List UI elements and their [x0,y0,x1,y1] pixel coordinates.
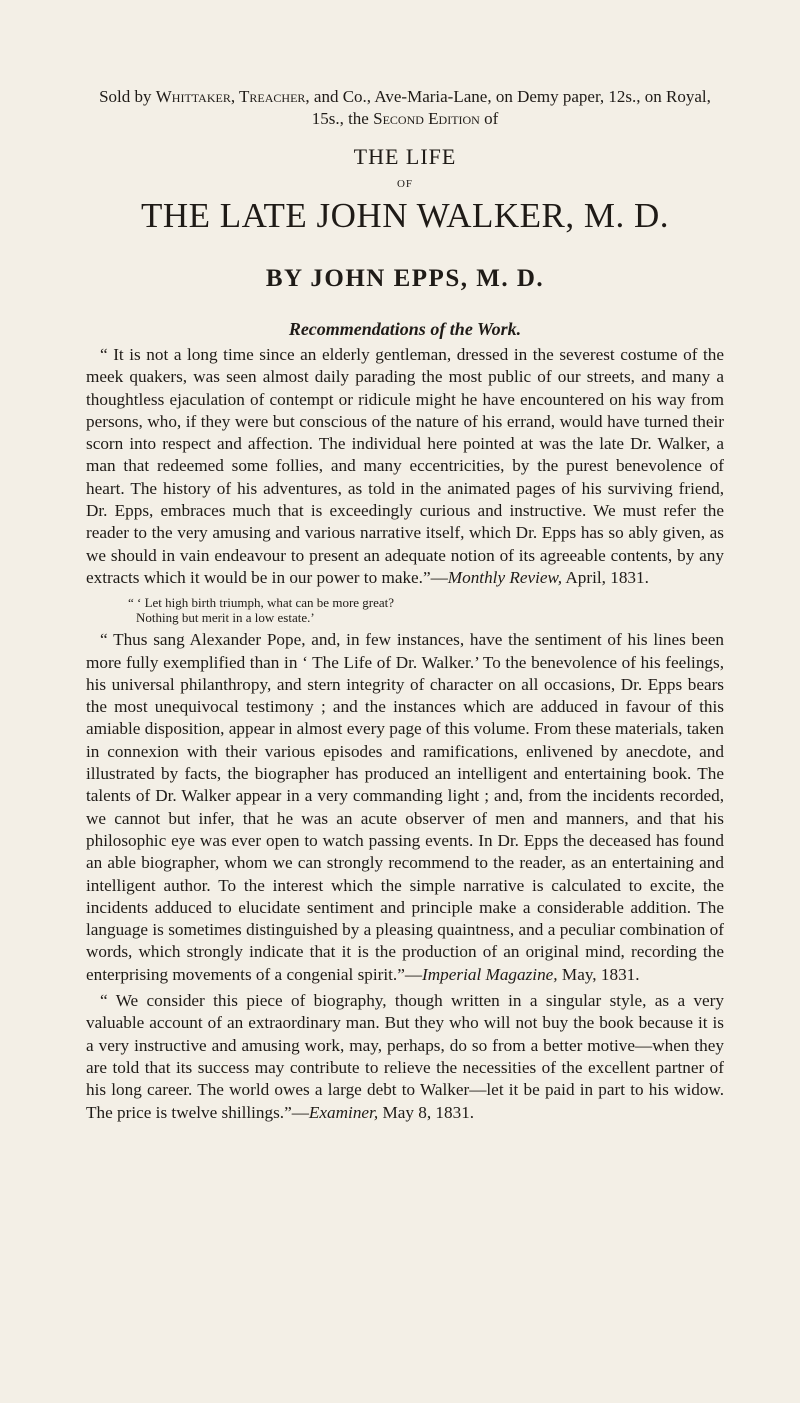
review-imperial-text: “ Thus sang Alexander Pope, and, in few instances, have the sentiment of his lines been more fully exemplified than in ‘ The Life of Dr. Walker.’ To the benevolence of his feelings, his universal philanthropy, and stern integrity of character on all occasions, Dr. Epps bears the most unequivocal testimony ; and the instances which are adduced in favour of this amiable disposition, appear in almost every page of this volume. From these materials, taken in connexion with their various episodes and ramifications, enlivened by anecdote, and illustrated by facts, the biographer has produced an intelligent and entertaining book. The talents of Dr. Walker appear in a very commanding light ; and, from the incidents recorded, we cannot but infer, that he was an acute observer of men and manners, and that his philosophic eye was ever open to watch passing events. In Dr. Epps the deceased has found an able biographer, whom we can strongly recommend to the reader, as an entertaining and intelligent author. To the interest which the simple narrative is calculated to excite, the incidents adduced to elucidate sentiment and principle make a considerable addition. The language is sometimes distinguished by a pleasing quaintness, and a peculiar combination of words, which strongly indicate that it is the production of an original mind, recording the enterprising movements of a congenial spirit.”— [86,630,724,984]
review-imperial [86,629,724,986]
title-of: OF [396,178,414,190]
title-line-2: THE LATE JOHN WALKER, M. D. [140,196,670,235]
intro-paragraph [86,86,724,130]
review-examiner-source: Examiner, [308,1102,379,1122]
review-monthly-source: Monthly Review, [447,567,563,587]
review-examiner-date: May 8, 1831. [378,1102,475,1122]
intro-of: of [484,109,499,128]
verse-line-2: Nothing but merit in a low estate.’ [136,610,315,626]
intro-sold-by: Sold by [99,87,152,106]
intro-publisher: Whittaker, Treacher, [155,87,310,106]
intro-rest: and Co., Ave-Maria-Lane, on Demy paper, 12s., on Royal, 15s., the [311,87,711,128]
review-monthly [86,344,724,589]
pope-verse [86,595,724,625]
review-imperial-source: Imperial Magazine, [422,964,558,984]
review-imperial-date: May, 1831. [557,964,640,984]
intro-edition: Second Edition [373,109,480,128]
verse-line-1: “ ‘ Let high birth triumph, what can be more great? [128,595,395,611]
review-examiner [86,990,724,1124]
recommendations-heading: Recommendations of the Work. [288,319,522,339]
review-monthly-text: “ It is not a long time since an elderly gentleman, dressed in the severest costume of the meek quakers, was seen almost daily parading the most public of our streets, and many a thoughtless ejaculation of contempt or ridicule might he have encountered on his way from persons, who, if they were but conscious of the nature of his errand, would have turned their scorn into respect and affection. The individual here pointed at was the late Dr. Walker, a man that redeemed some follies, and many eccentricities, by the purest benevolence of heart. The history of his adventures, as told in the animated pages of his surviving friend, Dr. Epps, embraces much that is exceedingly curious and instructive. We must refer the reader to the very amusing and various narrative itself, which Dr. Epps has so ably given, as we should in vain endeavour to present an adequate notion of its agreeable contents, by any extracts which it would be in our power to make.”— [86,345,724,587]
title-line-1: THE LIFE [353,144,457,169]
byline: BY JOHN EPPS, M. D. [265,265,545,292]
review-monthly-date: April, 1831. [562,567,649,587]
review-examiner-text: “ We consider this piece of biography, though written in a singular style, as a very valuable account of an extraordinary man. But they who will not buy the book because it is a very instructive and amusing work, may, perhaps, do so from a better motive—when they are told that its success may contribute to relieve the necessities of the excellent partner of his long career. The world owes a large debt to Walker—let it be paid in part to his widow. The price is twelve shillings.”— [86,991,724,1122]
advertisement-page [86,86,724,1124]
